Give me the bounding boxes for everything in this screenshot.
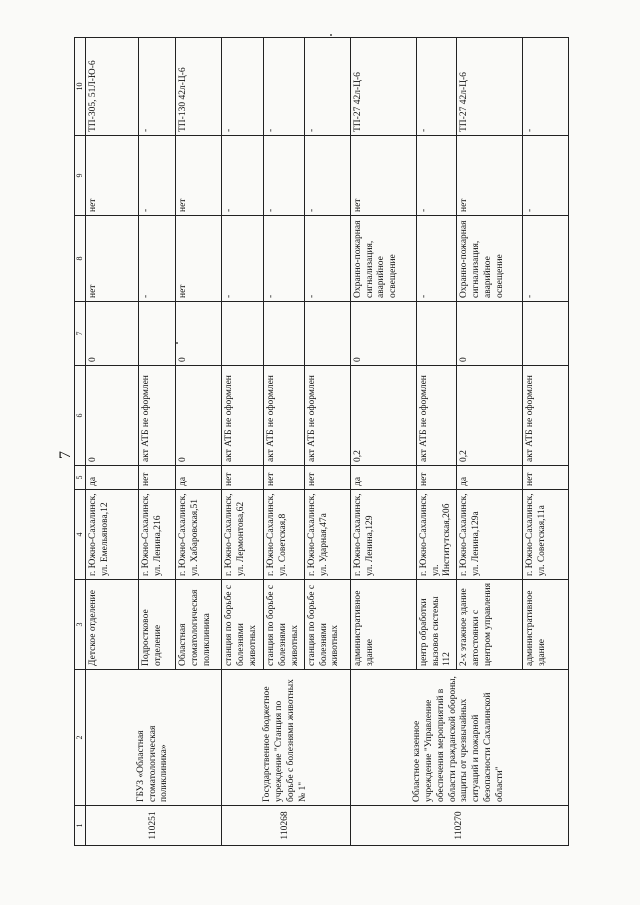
value-cell: -: [304, 216, 350, 302]
org-name-cell: ГБУЗ «Областная стоматологическая поликлиника»: [86, 670, 222, 806]
value-cell: акт АТБ не оформлен: [139, 366, 176, 466]
header-cell: 8: [75, 216, 86, 302]
flag-cell: да: [176, 466, 222, 490]
flag-cell: нет: [264, 466, 305, 490]
value-cell: -: [523, 216, 569, 302]
value-cell: 0: [176, 366, 222, 466]
value-cell: ТП-27 42л-Ц-6: [457, 38, 523, 136]
address-cell: г. Южно-Сахалинск, ул. Ленина,129а: [457, 490, 523, 580]
rotated-table-wrapper: [74, 38, 624, 846]
value-cell: нет: [350, 136, 416, 216]
value-cell: -: [264, 136, 305, 216]
value-cell: -: [264, 38, 305, 136]
page-number: 7: [57, 451, 74, 459]
header-cell: 3: [75, 580, 86, 670]
flag-cell: нет: [416, 466, 457, 490]
address-cell: г. Южно-Сахалинск, ул. Ленина,129: [350, 490, 416, 580]
address-cell: г. Южно-Сахалинск, ул. Ударная,47а: [304, 490, 350, 580]
value-cell: -: [139, 136, 176, 216]
address-cell: г. Южно-Сахалинск, ул. Советская,11а: [523, 490, 569, 580]
value-cell: -: [523, 38, 569, 136]
value-cell: [416, 302, 457, 366]
value-cell: [304, 302, 350, 366]
value-cell: 0: [176, 302, 222, 366]
org-id-cell: 110268: [222, 806, 351, 846]
header-row: [75, 38, 86, 846]
object-cell: центр обработки вызовов системы 112: [416, 580, 457, 670]
value-cell: -: [222, 216, 264, 302]
org-name-cell: Государственное бюджетное учреждение "Станция по борьбе с болезнями животных № 1": [222, 670, 351, 806]
value-cell: -: [139, 216, 176, 302]
address-cell: г. Южно-Сахалинск, ул. Хабаровская,51: [176, 490, 222, 580]
object-cell: 2-х этажное здание автостоянки с центром управления: [457, 580, 523, 670]
address-cell: г. Южно-Сахалинск, ул. Институтская,20б: [416, 490, 457, 580]
table-row: [350, 38, 416, 846]
objects-table: [74, 37, 569, 846]
flag-cell: нет: [222, 466, 264, 490]
value-cell: 0: [457, 302, 523, 366]
object-cell: административное здание: [350, 580, 416, 670]
value-cell: 0: [350, 302, 416, 366]
value-cell: -: [139, 38, 176, 136]
object-cell: Областная стоматологическая поликлиника: [176, 580, 222, 670]
org-name-cell: Областное казенное учреждение "Управление обеспечения мероприятий в области гражданской обороны, защиты от чрезвычайных ситуаций и пожарной безопасности Сахалинской области": [350, 670, 569, 806]
value-cell: Охранно-пожарная сигнализация, аварийное освещение: [350, 216, 416, 302]
org-id-cell: 110270: [350, 806, 569, 846]
value-cell: [523, 302, 569, 366]
flag-cell: нет: [523, 466, 569, 490]
value-cell: нет: [86, 136, 139, 216]
value-cell: акт АТБ не оформлен: [304, 366, 350, 466]
value-cell: [139, 302, 176, 366]
value-cell: -: [304, 38, 350, 136]
object-cell: станция по борьбе с болезнями животных: [304, 580, 350, 670]
value-cell: нет: [457, 136, 523, 216]
address-cell: г. Южно-Сахалинск, ул. Лермонтова,62: [222, 490, 264, 580]
scan-speck: [330, 34, 332, 36]
table-row: [222, 38, 264, 846]
value-cell: -: [222, 38, 264, 136]
value-cell: [264, 302, 305, 366]
value-cell: -: [416, 216, 457, 302]
value-cell: -: [264, 216, 305, 302]
header-cell: 7: [75, 302, 86, 366]
header-cell: 2: [75, 670, 86, 806]
header-cell: 1: [75, 806, 86, 846]
object-cell: Детское отделение: [86, 580, 139, 670]
table-row: [86, 38, 139, 846]
flag-cell: нет: [139, 466, 176, 490]
object-cell: административное здание: [523, 580, 569, 670]
value-cell: -: [523, 136, 569, 216]
object-cell: станция по борьбе с болезнями животных: [222, 580, 264, 670]
address-cell: г. Южно-Сахалинск, ул. Емельянова,12: [86, 490, 139, 580]
flag-cell: да: [86, 466, 139, 490]
flag-cell: да: [457, 466, 523, 490]
value-cell: акт АТБ не оформлен: [222, 366, 264, 466]
value-cell: нет: [176, 216, 222, 302]
value-cell: акт АТБ не оформлен: [416, 366, 457, 466]
value-cell: 0: [86, 302, 139, 366]
value-cell: акт АТБ не оформлен: [264, 366, 305, 466]
value-cell: [222, 302, 264, 366]
object-cell: станция по борьбе с болезнями животных: [264, 580, 305, 670]
value-cell: 0,2: [457, 366, 523, 466]
value-cell: ТП-27 42л-Ц-6: [350, 38, 416, 136]
value-cell: нет: [176, 136, 222, 216]
flag-cell: нет: [304, 466, 350, 490]
address-cell: г. Южно-Сахалинск, ул. Ленина,216: [139, 490, 176, 580]
value-cell: Охранно-пожарная сигнализация, аварийное освещение: [457, 216, 523, 302]
header-cell: 9: [75, 136, 86, 216]
object-cell: Подростковое отделение: [139, 580, 176, 670]
header-cell: 10: [75, 38, 86, 136]
header-cell: 6: [75, 366, 86, 466]
value-cell: нет: [86, 216, 139, 302]
address-cell: г. Южно-Сахалинск, ул. Советская,8: [264, 490, 305, 580]
value-cell: ТП-305, 51Л-Ю-6: [86, 38, 139, 136]
value-cell: 0: [86, 366, 139, 466]
header-cell: 5: [75, 466, 86, 490]
value-cell: ТП-130 42л-Ц-6: [176, 38, 222, 136]
value-cell: акт АТБ не оформлен: [523, 366, 569, 466]
value-cell: -: [222, 136, 264, 216]
flag-cell: да: [350, 466, 416, 490]
value-cell: 0,2: [350, 366, 416, 466]
value-cell: -: [416, 38, 457, 136]
header-cell: 4: [75, 490, 86, 580]
value-cell: -: [416, 136, 457, 216]
org-id-cell: 110251: [86, 806, 222, 846]
value-cell: -: [304, 136, 350, 216]
